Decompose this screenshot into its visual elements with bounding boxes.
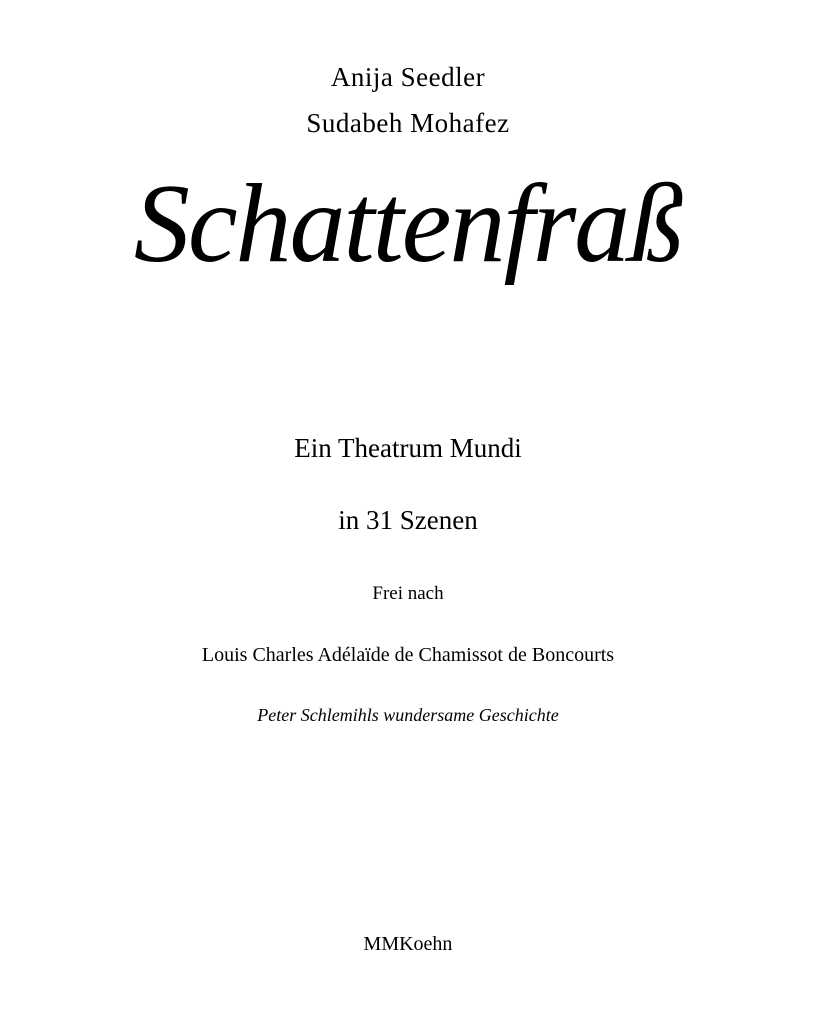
publisher-name: MMKoehn <box>363 933 453 955</box>
author-name-1: Anija Seedler <box>330 62 486 92</box>
author-name-2: Sudabeh Mohafez <box>306 108 510 138</box>
book-title: Schattenfraß <box>133 162 683 286</box>
attribution-intro: Frei nach <box>372 583 444 604</box>
attribution-author: Louis Charles Adélaïde de Chamissot de Boncourts <box>201 644 615 666</box>
attribution-work-title: Peter Schlemihls wundersame Geschichte <box>257 705 559 725</box>
book-subtitle-scenes: in 31 Szenen <box>338 505 478 535</box>
book-subtitle: Ein Theatrum Mundi <box>294 433 522 463</box>
